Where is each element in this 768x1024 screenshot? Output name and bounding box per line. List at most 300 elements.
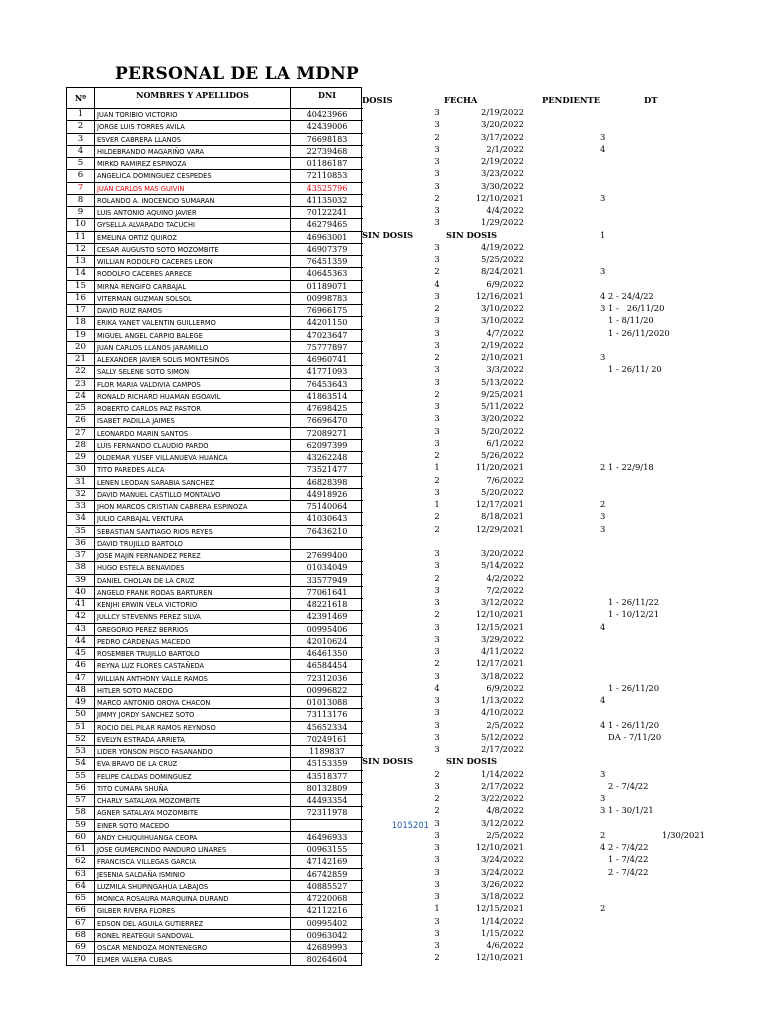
row-name: ISABET PADILLA JAIMES <box>95 415 291 426</box>
vaccination-row <box>362 597 762 609</box>
row-fecha: 2/5/2022 <box>486 829 524 840</box>
row-name: EVA BRAVO DE LA CRUZ <box>95 758 291 769</box>
table-row <box>67 304 363 316</box>
row-dni: 72311978 <box>306 808 348 818</box>
row-dosis: 3 <box>434 413 440 424</box>
vaccination-row <box>362 426 762 438</box>
vaccination-row <box>362 279 762 291</box>
table-row <box>67 169 363 181</box>
vaccination-row <box>362 291 762 303</box>
row-number: 65 <box>67 893 95 904</box>
row-name: ESVER CABRERA LLANOS <box>95 134 291 145</box>
row-name: EINER SOTO MACEDO <box>95 820 291 831</box>
row-name: DAVID MANUEL CASTILLO MONTALVO <box>95 489 291 500</box>
table-row <box>67 831 363 843</box>
row-fecha: 1/15/2022 <box>481 927 524 938</box>
vaccination-row <box>362 756 762 768</box>
row-fecha: 2/19/2022 <box>481 107 524 117</box>
row-name: AGNER SATALAYA MOZOMBITE <box>95 807 291 818</box>
row-number: 41 <box>67 599 95 610</box>
row-fecha: 3/18/2022 <box>481 670 524 681</box>
row-name: DAVID RUIZ RAMOS <box>95 305 291 316</box>
row-number: 58 <box>67 807 95 818</box>
row-name: FRANCISCA VILLEGAS GARCIA <box>95 856 291 867</box>
row-name: OSCAR MENDOZA MONTENEGRO <box>95 942 291 953</box>
row-dosis: 2 <box>434 388 440 399</box>
row-number: 51 <box>67 722 95 733</box>
row-dosis: 3 <box>434 842 440 852</box>
row-fecha: 12/10/2021 <box>475 192 524 203</box>
row-dni: 1015201 <box>391 819 429 830</box>
row-dosis: 3 <box>434 254 440 264</box>
table-row <box>67 929 363 941</box>
row-number: 5 <box>67 158 95 169</box>
row-name: MIRNA RENGIFO CARBAJAL <box>95 281 291 292</box>
table-row <box>67 782 363 794</box>
row-dosis: 3 <box>434 584 440 595</box>
vaccination-row <box>362 438 762 450</box>
row-fecha: 12/10/2021 <box>475 842 524 852</box>
row-name: JUAN CARLOS LLANOS JARAMILLO <box>95 342 291 353</box>
row-dosis: 3 <box>434 854 440 865</box>
row-fecha: 12/17/2021 <box>475 499 524 509</box>
row-number: 3 <box>67 134 95 145</box>
row-number: 31 <box>67 477 95 488</box>
row-dosis: 1 <box>434 903 440 914</box>
row-name: CHARLY SATALAYA MOZOMBITE <box>95 795 291 806</box>
row-number: 29 <box>67 452 95 463</box>
row-dosis: 3 <box>434 633 440 644</box>
row-name: JHON MARCOS CRISTIAN CABRERA ESPINOZA <box>95 501 291 512</box>
vaccination-row <box>362 132 762 144</box>
row-number: 15 <box>67 281 95 292</box>
row-dosis: 3 <box>434 168 440 179</box>
row-fecha: 12/29/2021 <box>475 523 524 534</box>
row-pendiente: 3 <box>600 793 606 803</box>
row-dni: 41771093 <box>306 367 348 377</box>
vaccination-row <box>362 732 762 744</box>
row-name: CESAR AUGUSTO SOTO MOZOMBITE <box>95 244 291 255</box>
row-name: FELIPE CALDAS DOMINGUEZ <box>95 771 291 782</box>
table-row <box>67 892 363 904</box>
row-pendiente: 1 - 7/4/22 <box>600 854 649 865</box>
vaccination-row <box>362 352 762 364</box>
row-number: 22 <box>67 366 95 377</box>
row-dosis: 2 <box>434 192 440 203</box>
table-row <box>67 708 363 720</box>
vaccination-row <box>362 242 762 254</box>
row-dni: 42689993 <box>306 943 348 952</box>
row-pendiente: 2 - 7/4/22 <box>600 866 649 877</box>
vaccination-row <box>362 891 762 903</box>
vaccination-row <box>362 622 762 634</box>
row-fecha: 4/2/2022 <box>486 572 524 583</box>
row-dosis: 3 <box>434 560 440 571</box>
vaccination-row <box>362 781 762 793</box>
table-row <box>67 684 363 696</box>
row-pendiente: 2 1 - 22/9/18 <box>600 462 654 473</box>
row-dosis: 2 <box>434 450 440 460</box>
row-name: JESENIA SALDAÑA ISMINIO <box>95 869 291 880</box>
row-dni: 46907379 <box>306 244 348 254</box>
row-dni: 42391469 <box>306 612 348 622</box>
row-fecha: 12/17/2021 <box>475 658 524 669</box>
header-dosis: DOSIS <box>362 95 393 105</box>
row-pendiente: 2 <box>600 903 606 914</box>
row-number: 18 <box>67 317 95 328</box>
row-name: WILLIAN ANTHONY VALLE RAMOS <box>95 673 291 684</box>
row-dosis: 4 <box>434 278 440 289</box>
table-row <box>67 953 363 965</box>
row-dni: 70249161 <box>306 734 348 744</box>
row-dosis: SIN DOSIS <box>362 229 414 240</box>
vaccination-row <box>362 168 762 180</box>
row-fecha: 3/10/2022 <box>481 303 524 313</box>
table-row <box>67 414 363 426</box>
row-pendiente: 4 1 - 26/11/20 <box>600 719 660 730</box>
row-dosis: 2 <box>434 352 440 362</box>
row-fecha: 3/20/2022 <box>481 548 524 558</box>
row-number: 60 <box>67 832 95 843</box>
row-pendiente: 3 <box>600 511 606 522</box>
row-name: GYSELLA ALVARADO TACUCHI <box>95 219 291 230</box>
row-name: TITO CUMAPA SHUÑA <box>95 783 291 794</box>
row-fecha: 2/17/2022 <box>481 780 524 791</box>
row-pendiente: 2 <box>600 829 606 840</box>
vaccination-row <box>362 475 762 487</box>
vaccination-row <box>362 181 762 193</box>
row-dni: 00995406 <box>306 624 348 634</box>
row-number: 62 <box>67 856 95 867</box>
row-dni: 27699400 <box>306 551 348 560</box>
vaccination-row <box>362 805 762 817</box>
vaccination-row <box>362 499 762 511</box>
table-row <box>67 757 363 769</box>
row-name: EVELYN ESTRADA ARRIETA <box>95 734 291 745</box>
vaccination-row <box>362 940 762 952</box>
row-fecha: 9/25/2021 <box>481 388 524 399</box>
row-dni: 77061641 <box>306 587 348 597</box>
row-dosis: 3 <box>434 940 440 950</box>
row-fecha: 2/19/2022 <box>481 156 524 166</box>
vaccination-row <box>362 769 762 781</box>
row-dni: 44918926 <box>306 489 348 499</box>
vaccination-row <box>362 364 762 376</box>
row-pendiente: 1 - 26/11/2020 <box>600 327 670 338</box>
row-dosis: 3 <box>434 486 440 497</box>
row-name: RODOLFO CACERES ARRECE <box>95 268 291 279</box>
vaccination-row <box>362 560 762 572</box>
row-dni: 1189837 <box>309 747 345 756</box>
row-number: 34 <box>67 513 95 524</box>
row-number: 2 <box>67 121 95 132</box>
row-name: GREGORIO PEREZ BERRIOS <box>95 624 291 635</box>
row-number: 1 <box>67 109 95 120</box>
table-row <box>67 904 363 916</box>
row-name: SEBASTIAN SANTIAGO RIOS REYES <box>95 526 291 537</box>
vaccination-row <box>362 707 762 719</box>
row-number: 66 <box>67 905 95 916</box>
row-dni: 72110853 <box>306 171 348 181</box>
row-name: LUZMILA SHUPINGAHUA LABAJOS <box>95 881 291 892</box>
row-fecha: 1/13/2022 <box>481 695 524 705</box>
row-pendiente: 4 <box>600 695 606 705</box>
row-dosis: 3 <box>434 817 440 828</box>
row-fecha: SIN DOSIS <box>446 756 498 767</box>
row-name: WILLIAN RODOLFO CACERES LEON <box>95 256 291 267</box>
row-number: 23 <box>67 379 95 390</box>
row-number: 39 <box>67 575 95 586</box>
row-fecha: 12/15/2021 <box>475 903 524 914</box>
row-name: JULIO CARBAJAL VENTURA <box>95 513 291 524</box>
row-fecha: 1/14/2022 <box>481 915 524 926</box>
row-fecha: 12/10/2021 <box>475 609 524 620</box>
row-fecha: 5/14/2022 <box>481 560 524 571</box>
header-dt: DT <box>644 95 658 105</box>
vaccination-row <box>362 536 762 548</box>
vaccination-row <box>362 585 762 597</box>
row-dosis: 3 <box>434 180 440 191</box>
row-name: JUAN TORIBIO VICTORIO <box>95 109 291 120</box>
row-name: LIDER YONSON PISCO FASANANDO <box>95 746 291 757</box>
row-dosis: 3 <box>434 143 440 154</box>
vaccination-row <box>362 156 762 168</box>
table-row <box>67 280 363 292</box>
row-dosis: 3 <box>434 425 440 436</box>
vaccination-row <box>362 303 762 315</box>
row-fecha: 5/13/2022 <box>481 376 524 387</box>
row-number: 56 <box>67 783 95 794</box>
header-name: NOMBRES Y APELLIDOS <box>95 88 291 108</box>
table-row <box>67 733 363 745</box>
row-name: ALEXANDER JAVIER SOLIS MONTESINOS <box>95 354 291 365</box>
row-number: 63 <box>67 869 95 880</box>
table-header-row <box>67 88 363 108</box>
table-row <box>67 182 363 194</box>
table-row <box>67 659 363 671</box>
row-dosis: 3 <box>434 205 440 215</box>
row-dni: 40645363 <box>306 269 348 279</box>
row-fecha: 3/30/2022 <box>481 180 524 191</box>
vaccination-row <box>362 646 762 658</box>
row-dni <box>291 538 363 549</box>
vaccination-row <box>362 389 762 401</box>
row-dosis: 3 <box>434 719 440 730</box>
table-row <box>67 574 363 586</box>
row-fecha: 3/26/2022 <box>481 878 524 889</box>
row-number: 14 <box>67 268 95 279</box>
row-pendiente: 1 - 10/12/21 <box>600 609 660 620</box>
row-fecha: 5/11/2022 <box>481 401 524 411</box>
row-dni: 62097399 <box>306 440 348 450</box>
table-row <box>67 610 363 622</box>
row-name: RONEL REATEGUI SANDOVAL <box>95 930 291 941</box>
row-fecha: 2/19/2022 <box>481 339 524 350</box>
row-number: 57 <box>67 795 95 806</box>
row-dosis: 3 <box>434 315 440 326</box>
row-dosis: 2 <box>434 131 440 142</box>
row-number: 37 <box>67 550 95 561</box>
row-dosis: 3 <box>434 156 440 166</box>
row-fecha: 2/10/2021 <box>481 352 524 362</box>
row-pendiente: 3 <box>600 131 606 142</box>
table-row <box>67 635 363 647</box>
row-number: 53 <box>67 746 95 757</box>
row-number: 45 <box>67 648 95 659</box>
vaccination-row <box>362 230 762 242</box>
row-name: HUGO ESTELA BENAVIDES <box>95 562 291 573</box>
row-number: 4 <box>67 146 95 157</box>
row-dni: 22739468 <box>306 146 348 156</box>
row-number: 7 <box>67 183 95 194</box>
row-dni: 76453643 <box>306 379 348 389</box>
row-dosis: 3 <box>434 339 440 350</box>
row-dosis: 3 <box>434 290 440 301</box>
row-number: 50 <box>67 709 95 720</box>
row-fecha: 8/18/2021 <box>481 511 524 522</box>
row-number: 42 <box>67 611 95 622</box>
vaccination-row <box>362 879 762 891</box>
row-dosis: 1 <box>434 499 440 509</box>
row-fecha: 7/6/2022 <box>486 474 524 485</box>
vaccination-row <box>362 119 762 131</box>
row-dosis: 2 <box>434 303 440 313</box>
table-row <box>67 133 363 145</box>
row-name: ANGELO FRANK RODAS BARTUREN <box>95 587 291 598</box>
row-pendiente: 1 - 26/11/20 <box>600 682 660 693</box>
row-number: 25 <box>67 403 95 414</box>
row-fecha: 4/10/2022 <box>481 707 524 718</box>
table-row <box>67 145 363 157</box>
row-name: REYNA LUZ FLORES CASTAÑEDA <box>95 660 291 671</box>
row-dosis: 2 <box>434 572 440 583</box>
vaccination-row <box>362 744 762 756</box>
row-name: PEDRO CARDENAS MACEDO <box>95 636 291 647</box>
table-row <box>67 341 363 353</box>
row-dni: 46279465 <box>306 220 348 230</box>
row-dni: 44201150 <box>306 318 348 328</box>
table-row <box>67 390 363 402</box>
row-fecha: 5/20/2022 <box>481 425 524 436</box>
row-dni: 48221618 <box>306 600 348 609</box>
row-name: VITERMAN GUZMAN SOLSOL <box>95 293 291 304</box>
row-dosis: 3 <box>434 327 440 338</box>
row-pendiente: DA - 7/11/20 <box>600 731 662 742</box>
vaccination-row <box>362 952 762 964</box>
row-number: 28 <box>67 440 95 451</box>
table-row <box>67 463 363 475</box>
row-dosis: 3 <box>434 119 440 130</box>
row-fecha: 11/20/2021 <box>475 462 524 473</box>
row-dni: 00995402 <box>306 918 348 928</box>
row-name: EMELINA ORTIZ QUIROZ <box>95 232 291 243</box>
row-name: JOSE GUMERCINDO PANDURO LINARES <box>95 844 291 855</box>
row-dosis: 2 <box>434 768 440 779</box>
row-name: TITO PAREDES ALCA <box>95 464 291 475</box>
header-pendiente: PENDIENTE <box>542 95 601 105</box>
row-fecha: 3/24/2022 <box>481 866 524 877</box>
vaccination-row <box>362 401 762 413</box>
table-row <box>67 427 363 439</box>
row-name: MIRKO RAMIREZ ESPINOZA <box>95 158 291 169</box>
row-dni: 73521477 <box>306 465 348 475</box>
row-name: LENEN LEODAN SARABIA SANCHEZ <box>95 477 291 488</box>
row-name: ROBERTO CARLOS PAZ PASTOR <box>95 403 291 414</box>
row-dni: 75140064 <box>306 502 348 511</box>
row-name: FLOR MARIA VALDIVIA CAMPOS <box>95 379 291 390</box>
row-name: MARCO ANTONIO OROYA CHACON <box>95 697 291 708</box>
table-row <box>67 500 363 512</box>
table-row <box>67 525 363 537</box>
row-fecha: 1/29/2022 <box>481 217 524 228</box>
row-name: RONALD RICHARD HUAMAN EGOAVIL <box>95 391 291 402</box>
row-fecha: 2/1/2022 <box>486 143 524 154</box>
row-number: 40 <box>67 587 95 598</box>
row-dni: 46496933 <box>306 832 348 842</box>
row-fecha: 3/12/2022 <box>481 817 524 828</box>
table-row <box>67 843 363 855</box>
row-dni: 41863514 <box>306 391 348 401</box>
row-name: HITLER SOTO MACEDO <box>95 685 291 696</box>
row-fecha: 2/17/2022 <box>481 744 524 754</box>
row-fecha: 4/7/2022 <box>486 327 524 338</box>
row-dni: 80132809 <box>306 783 348 793</box>
row-number: 70 <box>67 954 95 965</box>
table-row <box>67 218 363 230</box>
row-number: 67 <box>67 918 95 929</box>
row-fecha: 3/3/2022 <box>486 364 524 375</box>
table-row <box>67 868 363 880</box>
row-dosis: 3 <box>434 829 440 840</box>
row-dni: 47142169 <box>306 857 348 867</box>
row-name: SALLY SELENE SOTO SIMON <box>95 366 291 377</box>
row-fecha: 3/10/2022 <box>481 315 524 326</box>
row-dni: 42112216 <box>306 906 348 916</box>
table-row <box>67 329 363 341</box>
row-dosis: 1 <box>434 462 440 473</box>
row-pendiente: 1 <box>600 229 606 240</box>
row-fecha: 1/14/2022 <box>481 768 524 779</box>
row-dni: 46742859 <box>306 869 348 879</box>
row-name: KENJHI ERWIN VELA VICTORIO <box>95 599 291 610</box>
vaccination-row <box>362 144 762 156</box>
row-dosis: 3 <box>434 915 440 926</box>
row-dosis: 3 <box>434 707 440 718</box>
vaccination-row <box>362 842 762 854</box>
table-row <box>67 316 363 328</box>
row-number: 68 <box>67 930 95 941</box>
row-fecha: 3/20/2022 <box>481 119 524 130</box>
row-number: 30 <box>67 464 95 475</box>
table-row <box>67 206 363 218</box>
row-name: ROLANDO A. INOCENCIO SUMARAN <box>95 195 291 206</box>
row-dni: 42010624 <box>306 636 348 646</box>
row-dosis: 2 <box>434 952 440 963</box>
row-dosis: 3 <box>434 927 440 938</box>
row-dosis: 4 <box>434 682 440 693</box>
table-row <box>67 917 363 929</box>
row-dni: 47023647 <box>306 330 348 340</box>
row-dosis: 3 <box>434 107 440 117</box>
row-fecha: 2/5/2022 <box>486 719 524 730</box>
vaccination-row <box>362 450 762 462</box>
row-dni: 01034049 <box>306 563 348 573</box>
table-row <box>67 598 363 610</box>
row-fecha: 6/9/2022 <box>486 682 524 693</box>
row-fecha: 5/26/2022 <box>481 450 524 460</box>
header-fecha: FECHA <box>444 95 478 105</box>
row-number: 12 <box>67 244 95 255</box>
